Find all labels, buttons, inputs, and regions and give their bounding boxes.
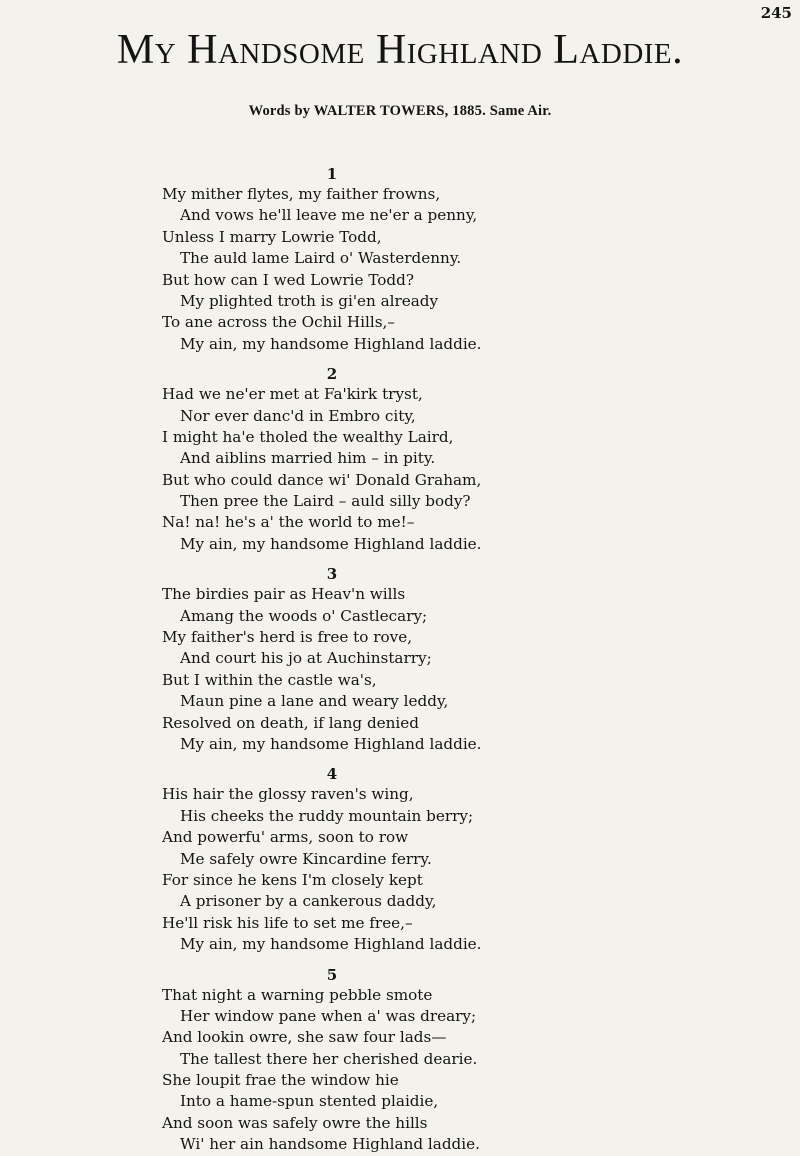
stanza-number: 3 xyxy=(326,565,338,584)
verse-line: My ain, my handsome Highland laddie. xyxy=(180,534,482,553)
verse-line: Maun pine a lane and weary leddy, xyxy=(180,692,449,711)
stanza-number: 5 xyxy=(326,965,338,984)
verse-line: For since he kens I'm closely kept xyxy=(162,870,423,889)
verse-line: Unless I marry Lowrie Todd, xyxy=(162,227,382,246)
verse-line: I might ha'e tholed the wealthy Laird, xyxy=(162,427,454,446)
verse-line: And lookin owre, she saw four lads— xyxy=(162,1028,447,1047)
verse-line: A prisoner by a cankerous daddy, xyxy=(180,892,437,911)
verse-line: And soon was safely owre the hills xyxy=(162,1113,428,1132)
verse-line: My ain, my handsome Highland laddie. xyxy=(180,334,482,353)
verse-line: The birdies pair as Heav'n wills xyxy=(162,585,406,604)
verse-line: Wi' her ain handsome Highland laddie. xyxy=(180,1135,480,1154)
verse-line: His hair the glossy raven's wing, xyxy=(162,785,414,804)
verse-line: She loupit frae the window hie xyxy=(162,1071,399,1090)
page-title: My Handsome Highland Laddie. xyxy=(116,27,684,73)
verse-line: And vows he'll leave me ne'er a penny, xyxy=(180,206,478,225)
attribution: Words by WALTER TOWERS, 1885. Same Air. xyxy=(248,103,552,119)
verse-line: But who could dance wi' Donald Graham, xyxy=(162,470,482,489)
verse-line: His cheeks the ruddy mountain berry; xyxy=(180,806,474,825)
verse-line: Then pree the Laird – auld silly body? xyxy=(180,492,471,511)
verse-line: Na! na! he's a' the world to me!– xyxy=(162,513,415,532)
verse-line: My plighted troth is gi'en already xyxy=(180,291,439,310)
verse-line: But how can I wed Lowrie Todd? xyxy=(162,270,415,289)
stanza xyxy=(162,965,582,1156)
verse-line: Her window pane when a' was dreary; xyxy=(180,1006,477,1025)
verse-line: Resolved on death, if lang denied xyxy=(162,713,420,732)
verse-line: Me safely owre Kincardine ferry. xyxy=(180,849,432,868)
verse-line: But I within the castle wa's, xyxy=(162,670,377,689)
stanza-number: 1 xyxy=(326,165,338,183)
verse-line: Into a hame-spun stented plaidie, xyxy=(180,1092,439,1111)
verse-line: My ain, my handsome Highland laddie. xyxy=(180,935,482,954)
verse-line: Nor ever danc'd in Embro city, xyxy=(180,406,416,425)
stanza xyxy=(162,564,582,755)
verse-line: My ain, my handsome Highland laddie. xyxy=(180,734,482,753)
verse-line: That night a warning pebble smote xyxy=(162,985,433,1004)
verse-line: My mither flytes, my faither frowns, xyxy=(162,185,441,203)
stanza xyxy=(162,164,582,355)
verse-line: The tallest there her cherished dearie. xyxy=(180,1049,478,1068)
verse-line: Had we ne'er met at Fa'kirk tryst, xyxy=(162,385,423,404)
verse-line: The auld lame Laird o' Wasterdenny. xyxy=(180,249,462,268)
stanza xyxy=(162,364,582,555)
verse-line: To ane across the Ochil Hills,– xyxy=(162,313,395,332)
page-number: 245 xyxy=(760,4,792,22)
stanza-number: 4 xyxy=(326,765,338,784)
verse-line: And aiblins married him – in pity. xyxy=(180,449,436,468)
stanza xyxy=(162,764,582,955)
verse-line: My faither's herd is free to rove, xyxy=(162,628,413,647)
stanza-number: 2 xyxy=(326,365,338,384)
verse-line: Amang the woods o' Castlecary; xyxy=(180,606,428,625)
verse-line: And court his jo at Auchinstarry; xyxy=(180,649,432,668)
verses xyxy=(162,164,582,1156)
verse-line: And powerfu' arms, soon to row xyxy=(162,828,409,847)
verse-line: He'll risk his life to set me free,– xyxy=(162,913,413,932)
